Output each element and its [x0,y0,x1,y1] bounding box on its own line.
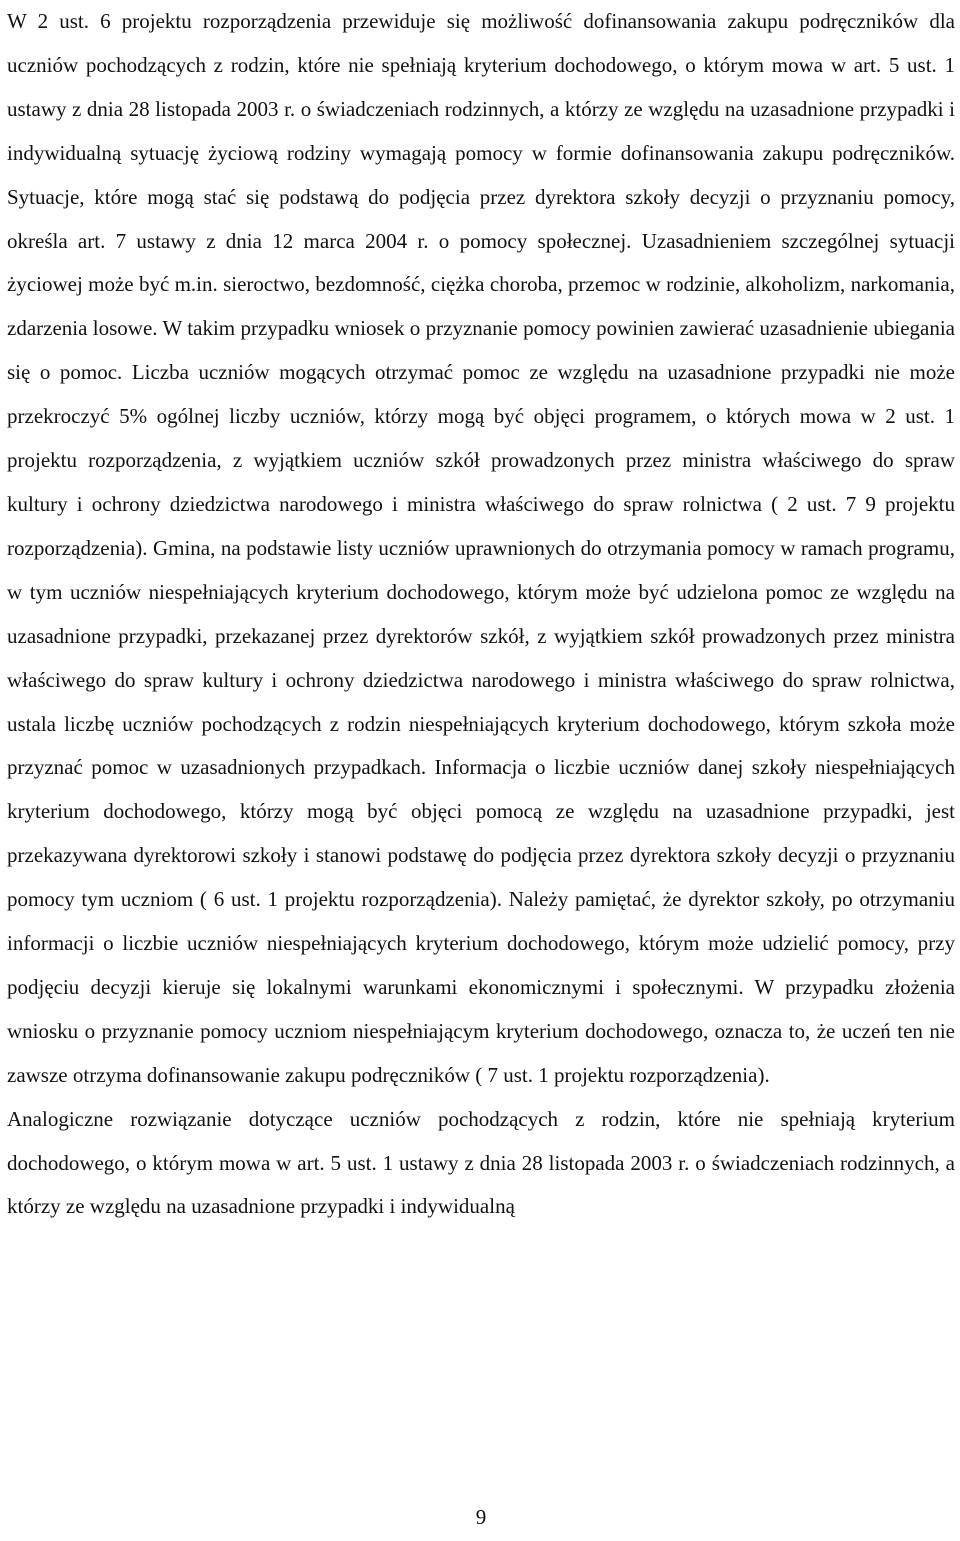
paragraph: W 2 ust. 6 projektu rozporządzenia przewiduje się możliwość dofinansowania zakupu podręczników dla uczniów pochodzących z rodzin, które nie spełniają kryterium dochodowego, o którym mowa w art. 5 ust. 1 ustawy z dnia 28 listopada 2003 r. o świadczeniach rodzinnych, a którzy ze względu na uzasadnione przypadki i indywidualną sytuację życiową rodziny wymagają pomocy w formie dofinansowania zakupu podręczników. Sytuacje, które mogą stać się podstawą do podjęcia przez dyrektora szkoły decyzji o przyznaniu pomocy, określa art. 7 ustawy z dnia 12 marca 2004 r. o pomocy społecznej. Uzasadnieniem szczególnej sytuacji życiowej może być m.in. sieroctwo, bezdomność, ciężka choroba, przemoc w rodzinie, alkoholizm, narkomania, zdarzenia losowe. W takim przypadku wniosek o przyznanie pomocy powinien zawierać uzasadnienie ubiegania się o pomoc. Liczba uczniów mogących otrzymać pomoc ze względu na uzasadnione przypadki nie może przekroczyć 5% ogólnej liczby uczniów, którzy mogą być objęci programem, o których mowa w 2 ust. 1 projektu rozporządzenia, z wyjątkiem uczniów szkół prowadzonych przez ministra właściwego do spraw kultury i ochrony dziedzictwa narodowego i ministra właściwego do spraw rolnictwa ( 2 ust. 7 9 projektu rozporządzenia). Gmina, na podstawie listy uczniów uprawnionych do otrzymania pomocy w ramach programu, w tym uczniów niespełniających kryterium dochodowego, którym może być udzielona pomoc ze względu na uzasadnione przypadki, przekazanej przez dyrektorów szkół, z wyjątkiem szkół prowadzonych przez ministra właściwego do spraw kultury i ochrony dziedzictwa narodowego i ministra właściwego do spraw rolnictwa, ustala liczbę uczniów pochodzących z rodzin niespełniających kryterium dochodowego, którym szkoła może przyznać pomoc w uzasadnionych przypadkach. Informacja o liczbie uczniów danej szkoły niespełniających kryterium dochodowego, którzy mogą być objęci pomocą ze względu na uzasadnione przypadki, jest przekazywana dyrektorowi szkoły i stanowi podstawę do podjęcia przez dyrektora szkoły decyzji o przyznaniu pomocy tym uczniom ( 6 ust. 1 projektu rozporządzenia). Należy pamiętać, że dyrektor szkoły, po otrzymaniu informacji o liczbie uczniów niespełniających kryterium dochodowego, którym może udzielić pomocy, przy podjęciu decyzji kieruje się lokalnymi warunkami ekonomicznymi i społecznymi. W przypadku złożenia wniosku o przyznanie pomocy uczniom niespełniającym kryterium dochodowego, oznacza to, że uczeń ten nie zawsze otrzyma dofinansowanie zakupu podręczników ( 7 ust. 1 projektu rozporządzenia). [7,9,955,1087]
body-text [7,0,955,1229]
page-number: 9 [475,1505,487,1529]
paragraph: Analogiczne rozwiązanie dotyczące uczniów pochodzących z rodzin, które nie spełniają kryterium dochodowego, o którym mowa w art. 5 ust. 1 ustawy z dnia 28 listopada 2003 r. o świadczeniach rodzinnych, a którzy ze względu na uzasadnione przypadki i indywidualną [7,1106,955,1219]
document-page [7,0,955,1541]
